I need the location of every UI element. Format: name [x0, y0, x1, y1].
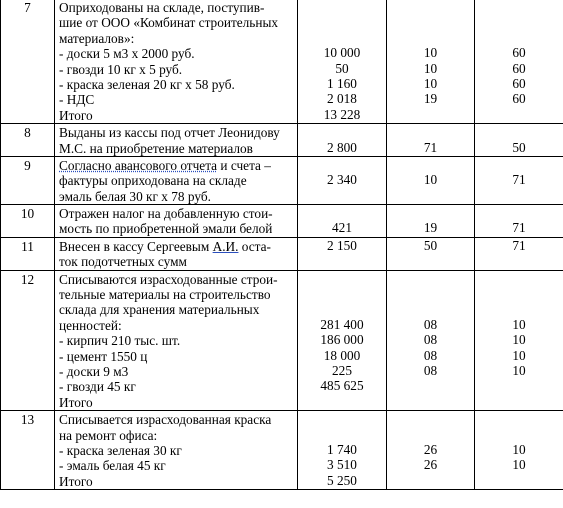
debit-line: [387, 0, 474, 14]
amount-line: 3 510: [327, 457, 357, 473]
table-row: [1, 124, 563, 157]
debit-account-cell: [387, 124, 475, 157]
credit-line: 60: [512, 91, 526, 107]
description-line: Итого: [59, 107, 93, 123]
debit-line: 19: [423, 220, 438, 236]
table-row: [1, 270, 563, 411]
amount-cell: [298, 205, 387, 238]
description-line: - НДС: [59, 92, 95, 108]
entry-description: [55, 156, 298, 204]
credit-line: 10: [512, 347, 526, 363]
description-line: на ремонт офиса:: [59, 427, 158, 443]
amount-line: 225: [332, 362, 352, 378]
debit-line: [387, 378, 474, 393]
debit-account-cell: [387, 270, 475, 411]
description-text: и счета –: [217, 157, 271, 173]
description-line: шие от ООО «Комбинат строительных: [59, 15, 279, 31]
description-line: [59, 239, 295, 254]
description-line: Итого: [59, 394, 93, 410]
entry-description: [55, 270, 298, 411]
amount-line: [298, 301, 386, 316]
description-line: Выданы из кассы под отчет Леонидову: [59, 125, 280, 141]
entry-description: [55, 205, 298, 238]
description-line: - цемент 1550 ц: [59, 348, 148, 364]
entry-description: [55, 411, 298, 490]
description-line: Отражен налог на добавленную стои-: [59, 206, 273, 222]
debit-line: 10: [423, 60, 438, 76]
credit-account-cell: [475, 205, 563, 238]
credit-line: 60: [512, 60, 526, 76]
description-line: - доски 9 м3: [59, 363, 129, 379]
entry-description: [55, 124, 298, 157]
amount-line: 2 340: [327, 172, 357, 188]
credit-account-cell: [475, 156, 563, 204]
debit-line: [387, 473, 474, 488]
entry-number: 9: [1, 156, 55, 204]
description-line: Итого: [59, 473, 93, 489]
amount-line: [298, 205, 386, 220]
amount-line: 186 000: [320, 332, 364, 348]
credit-line: 71: [512, 220, 526, 236]
debit-line: [387, 157, 474, 172]
description-line: Списываются израсходованные строи-: [59, 271, 278, 287]
amount-line: [298, 394, 386, 409]
description-line: ток подотчетных сумм: [59, 254, 187, 270]
amount-line: 2 018: [327, 91, 357, 107]
credit-line: 50: [512, 139, 526, 155]
table-row: [1, 237, 563, 270]
description-text: оста-: [238, 238, 271, 254]
debit-account-cell: [387, 205, 475, 238]
credit-line: 60: [512, 75, 526, 91]
description-line: тельные материалы на строительство: [59, 287, 271, 303]
entry-number: 11: [1, 237, 55, 270]
entry-number: 12: [1, 270, 55, 411]
debit-line: 08: [423, 316, 438, 332]
credit-line: [475, 271, 563, 286]
credit-line: 10: [512, 457, 526, 473]
debit-line: 26: [423, 441, 438, 457]
credit-line: [475, 411, 563, 426]
credit-line: [475, 301, 563, 316]
amount-line: 485 625: [320, 378, 364, 394]
amount-line: [298, 188, 386, 203]
table-row: [1, 0, 563, 124]
amount-line: 13 228: [323, 106, 361, 122]
entry-number: 13: [1, 411, 55, 490]
description-line: М.С. на приобретение материалов: [59, 140, 253, 156]
credit-line: [475, 253, 563, 268]
entry-description: [55, 237, 298, 270]
description-line: склада для хранения материальных: [59, 302, 260, 318]
credit-line: [475, 378, 563, 393]
debit-line: 08: [423, 362, 438, 378]
debit-account-cell: [387, 411, 475, 490]
debit-line: [387, 271, 474, 286]
amount-cell: [298, 237, 387, 270]
debit-account-cell: [387, 237, 475, 270]
debit-line: 08: [423, 347, 438, 363]
description-text: Внесен в кассу Сергеевым: [59, 238, 213, 254]
debit-line: [387, 286, 474, 301]
amount-line: 1 740: [327, 441, 357, 457]
table-row: [1, 156, 563, 204]
description-line: - краска зеленая 30 кг: [59, 442, 182, 458]
underlined-text: А.И.: [212, 238, 239, 254]
amount-line: 281 400: [320, 316, 364, 332]
credit-line: 71: [512, 172, 526, 188]
debit-line: [387, 30, 474, 45]
description-line: ценностей:: [59, 317, 122, 333]
description-line: Оприходованы на складе, поступив-: [59, 0, 265, 15]
debit-line: [387, 188, 474, 203]
amount-line: 18 000: [323, 347, 361, 363]
entry-number: 7: [1, 0, 55, 124]
amount-line: 10 000: [323, 45, 361, 61]
amount-line: [298, 0, 386, 14]
credit-line: 71: [512, 237, 526, 253]
debit-line: [387, 301, 474, 316]
credit-line: 10: [512, 332, 526, 348]
credit-line: [475, 30, 563, 45]
credit-line: 10: [512, 316, 526, 332]
amount-line: [298, 30, 386, 45]
amount-cell: [298, 124, 387, 157]
amount-line: [298, 253, 386, 268]
amount-line: [298, 271, 386, 286]
credit-line: 10: [512, 441, 526, 457]
debit-line: [387, 124, 474, 139]
debit-line: [387, 14, 474, 29]
description-line: - доски 5 м3 х 2000 руб.: [59, 46, 195, 62]
debit-line: [387, 107, 474, 122]
debit-line: 71: [423, 139, 438, 155]
debit-line: [387, 394, 474, 409]
credit-line: [475, 107, 563, 122]
credit-account-cell: [475, 270, 563, 411]
debit-line: 10: [423, 172, 438, 188]
description-line: эмаль белая 30 кг х 78 руб.: [59, 188, 211, 204]
amount-line: [298, 411, 386, 426]
amount-cell: [298, 156, 387, 204]
amount-line: [298, 427, 386, 442]
description-line: - гвозди 10 кг х 5 руб.: [59, 61, 183, 77]
amount-line: 5 250: [327, 472, 357, 488]
description-line: материалов»:: [59, 30, 135, 46]
description-line: фактуры оприходована на складе: [59, 173, 247, 189]
credit-line: [475, 124, 563, 139]
amount-cell: [298, 270, 387, 411]
table-row: [1, 411, 563, 490]
credit-line: 60: [512, 45, 526, 61]
credit-line: [475, 0, 563, 14]
debit-line: 08: [423, 332, 438, 348]
credit-line: [475, 14, 563, 29]
credit-line: [475, 427, 563, 442]
amount-line: 2 800: [327, 139, 357, 155]
debit-line: 10: [423, 75, 438, 91]
entry-number: 10: [1, 205, 55, 238]
amount-line: 1 160: [327, 75, 357, 91]
entry-description: [55, 0, 298, 124]
debit-line: 26: [423, 457, 438, 473]
journal-entries-body: [1, 0, 563, 490]
amount-line: [298, 286, 386, 301]
credit-line: [475, 188, 563, 203]
credit-line: [475, 394, 563, 409]
description-line: - гвозди 45 кг: [59, 379, 136, 395]
amount-line: 2 150: [327, 237, 357, 253]
amount-line: [298, 14, 386, 29]
debit-line: [387, 253, 474, 268]
debit-line: [387, 427, 474, 442]
credit-account-cell: [475, 124, 563, 157]
debit-line: 50: [423, 237, 438, 253]
debit-line: [387, 205, 474, 220]
credit-line: [475, 473, 563, 488]
debit-line: [387, 411, 474, 426]
credit-line: [475, 157, 563, 172]
underlined-text: Согласно авансового отчета: [59, 157, 218, 173]
description-line: [59, 158, 295, 173]
credit-account-cell: [475, 411, 563, 490]
debit-line: 10: [423, 45, 438, 61]
credit-line: [475, 286, 563, 301]
amount-line: 421: [332, 220, 352, 236]
credit-line: [475, 205, 563, 220]
table-row: [1, 205, 563, 238]
debit-line: 19: [423, 91, 438, 107]
credit-line: 10: [512, 362, 526, 378]
description-line: мость по приобретенной эмали белой: [59, 221, 273, 237]
debit-account-cell: [387, 156, 475, 204]
description-line: Списывается израсходованная краска: [59, 412, 272, 428]
amount-line: 50: [335, 60, 349, 76]
credit-account-cell: [475, 237, 563, 270]
amount-cell: [298, 0, 387, 124]
amount-cell: [298, 411, 387, 490]
amount-line: [298, 124, 386, 139]
debit-account-cell: [387, 0, 475, 124]
description-line: - кирпич 210 тыс. шт.: [59, 333, 181, 349]
credit-account-cell: [475, 0, 563, 124]
description-line: - эмаль белая 45 кг: [59, 458, 166, 474]
description-line: - краска зеленая 20 кг х 58 руб.: [59, 76, 235, 92]
amount-line: [298, 157, 386, 172]
entry-number: 8: [1, 124, 55, 157]
